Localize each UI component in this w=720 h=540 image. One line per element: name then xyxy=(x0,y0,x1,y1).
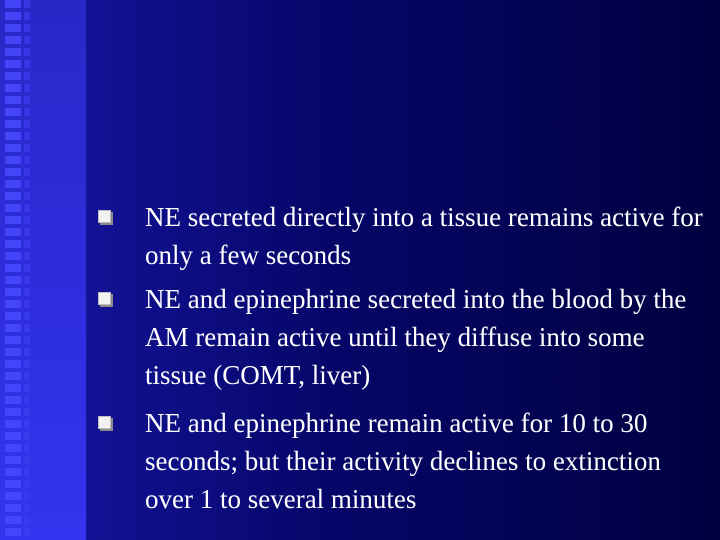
square-bullet-icon xyxy=(98,292,111,305)
decorative-square-column xyxy=(5,0,21,540)
left-decorative-band xyxy=(0,0,86,540)
square-bullet-icon xyxy=(98,210,111,223)
decorative-square-column-inner xyxy=(24,0,30,540)
bullet-text: NE and epinephrine secreted into the blood by the AM remain active until they diffuse into some tissue (COMT, liver) xyxy=(145,284,687,390)
square-bullet-icon xyxy=(98,416,111,429)
bullet-text: NE and epinephrine remain active for 10 to 30 seconds; but their activity declines to extinction over 1 to several minutes xyxy=(145,408,661,514)
bullet-text: NE secreted directly into a tissue remains active for only a few seconds xyxy=(145,202,703,270)
